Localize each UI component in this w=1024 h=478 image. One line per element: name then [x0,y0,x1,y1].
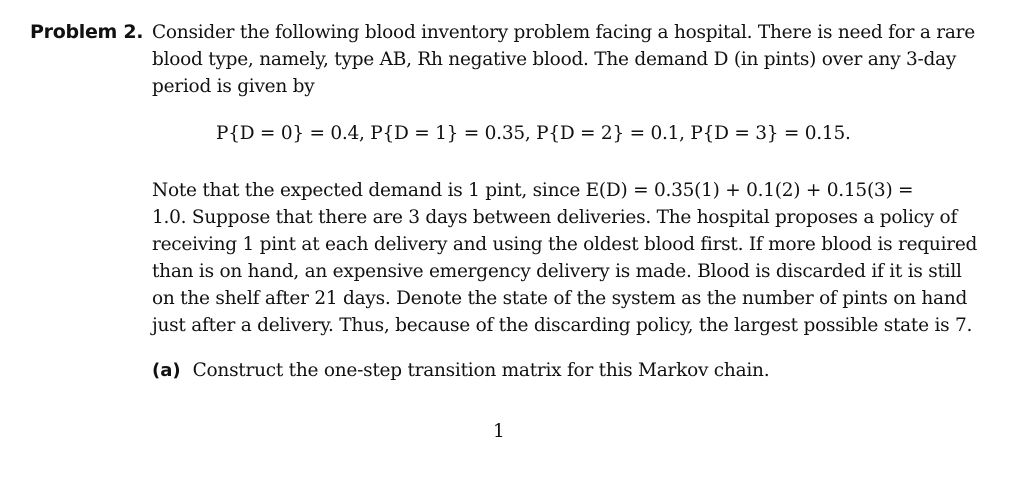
body-line-2: 1.0. Suppose that there are 3 days between deliveries. The hospital proposes a policy of [152,207,958,228]
intro-line-2: blood type, namely, type AB, Rh negative blood. The demand D (in pints) over any 3-day [152,49,957,70]
intro-line-3: period is given by [152,76,315,97]
part-a-text: Construct the one-step transition matrix for this Markov chain. [192,360,770,381]
body-line-3: receiving 1 pint at each delivery and using the oldest blood first. If more blood is required [152,234,978,255]
page-number: 1 [493,421,505,442]
body-line-6: just after a delivery. Thus, because of the discarding policy, the largest possible state is 7. [152,315,973,336]
demand-distribution-equation: P{D = 0} = 0.4, P{D = 1} = 0.35, P{D = 2} = 0.1, P{D = 3} = 0.15. [216,123,851,144]
intro-line-1: Consider the following blood inventory problem facing a hospital. There is need for a rare [152,22,975,43]
body-line-4: than is on hand, an expensive emergency delivery is made. Blood is discarded if it is still [152,261,962,282]
body-line-5: on the shelf after 21 days. Denote the state of the system as the number of pints on hand [152,288,968,309]
body-line-1: Note that the expected demand is 1 pint, since E(D) = 0.35(1) + 0.1(2) + 0.15(3) = [152,180,914,201]
part-a [152,360,769,381]
part-a-label: (a) [152,360,181,381]
problem-label: Problem 2. [30,21,144,43]
